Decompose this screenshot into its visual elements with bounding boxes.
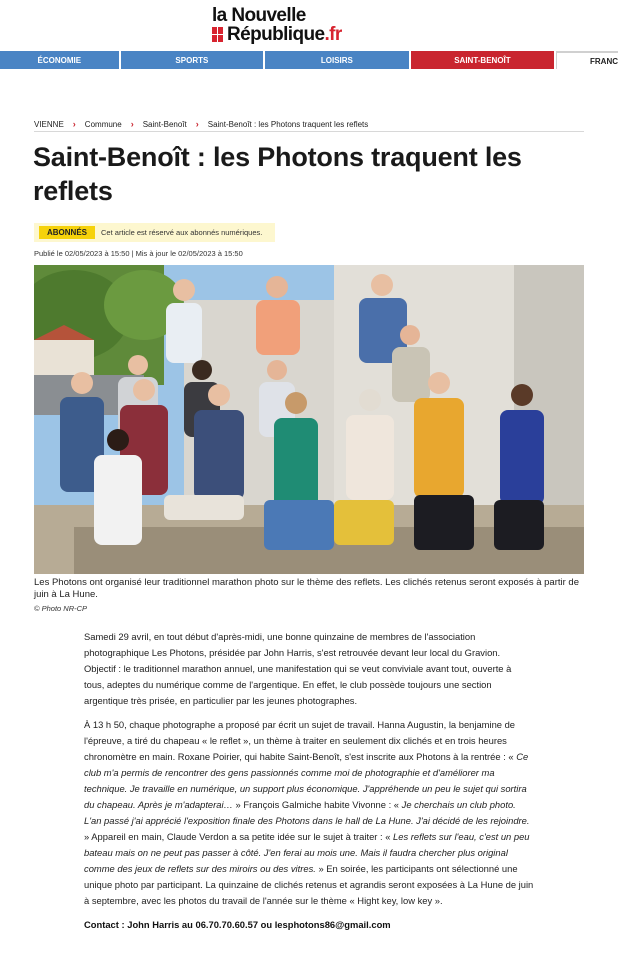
logo-line2 xyxy=(212,25,342,45)
photo-credit: © Photo NR-CP xyxy=(34,604,88,613)
nav-item-loisirs[interactable]: LOISIRS xyxy=(265,51,409,69)
paragraph-2-text-d: » En soirée, les participants ont sélectionné une unique photo par participant. La quinzaine de clichés retenus et agrandis seront exposées à La Hune de juin à septembre, avec les photos du travail de l'année sur le thème « Hight key, low key ». xyxy=(84,863,534,906)
chevron-right-icon: › xyxy=(130,119,134,129)
site-logo[interactable] xyxy=(212,6,352,46)
paragraph-2-text-b: » François Galmiche habite Vivonne : « xyxy=(235,799,400,810)
article-body xyxy=(84,629,534,941)
quote-francois: Je cherchais un club photo. L'an passé j'ai apprécié l'exposition finale des Photons dans le hall de La Hune. J'ai décidé de les rejoindre. xyxy=(84,799,530,826)
quote-roxane: Ce club m'a permis de rencontrer des gens passionnés comme moi de photographie et d'améliorer ma technique. Je travaille en numérique, un support plus économique. J'appréhende un peu le sujet qui sortira du chapeau. Après je m'adapterai… xyxy=(84,751,529,810)
article-title: Saint-Benoît : les Photons traquent les reflets xyxy=(33,142,522,206)
breadcrumb-item-commune[interactable]: Commune xyxy=(84,119,122,129)
chevron-right-icon: › xyxy=(195,119,199,129)
article-paragraph-1: Samedi 29 avril, en tout début d'après-midi, une bonne quinzaine de membres de l'association photographique Les Photons, présidée par John Harris, s'est retrouvée devant leur local du Gravion. Objectif : le traditionnel marathon annuel, une manifestation qui se veut conviviale avant tout, ouverte à tous, adeptes du numérique comme de l'argentique. En effet, le club possède toujours une section argentique très prisée, en particulier par les jeunes photographes. xyxy=(84,631,512,706)
publication-date: Publié le 02/05/2023 à 15:50 | Mis à jour le 02/05/2023 à 15:50 xyxy=(34,249,243,258)
breadcrumb-item-current: Saint-Benoît : les Photons traquent les reflets xyxy=(207,119,369,129)
logo-line1: la Nouvelle xyxy=(212,5,306,26)
logo-line2-text: République xyxy=(227,24,325,45)
group-photo-illustration xyxy=(34,265,584,574)
main-nav xyxy=(0,51,618,69)
photo-caption: Les Photons ont organisé leur traditionnel marathon photo sur le thème des reflets. Les clichés retenus seront exposés à partir de juin à La Hune. xyxy=(34,577,579,600)
contact-line[interactable]: Contact : John Harris au 06.70.70.60.57 ou lesphotons86@gmail.com xyxy=(84,919,391,930)
nav-item-saint-benoit[interactable]: SAINT-BENOÎT xyxy=(411,51,555,69)
nav-item-sports[interactable]: SPORTS xyxy=(121,51,264,69)
breadcrumb-divider xyxy=(34,131,584,132)
subscriber-badge: ABONNÉS xyxy=(39,226,95,239)
quote-claude: Les reflets sur l'eau, c'est un peu bateau mais on ne peut pas passer à côté. J'en ferai au mois une. Mais il faudra chercher plus original comme des jeux de reflets sur des miroirs ou des vitres. xyxy=(84,831,530,874)
nav-item-france[interactable]: FRANC xyxy=(556,51,618,69)
article-paragraph-2 xyxy=(84,717,534,909)
paragraph-2-text-a: À 13 h 50, chaque photographe a proposé par écrit un sujet de travail. Hanna Augustin, la benjamine de l'épreuve, a tiré du chapeau « le reflet », un thème à traiter en seulement dix clichés et en trois heures chronomètre en main. Roxane Poirier, qui habite Saint-Benoît, s'est inscrite aux Photons à la rentrée : « xyxy=(84,719,516,762)
subscriber-note: Cet article est réservé aux abonnés numériques. xyxy=(101,228,263,237)
site-header xyxy=(0,0,618,50)
chevron-right-icon: › xyxy=(72,119,76,129)
logo-tld: .fr xyxy=(324,24,342,45)
nav-item-economie[interactable]: ÉCONOMIE xyxy=(0,51,119,69)
subscriber-banner xyxy=(34,223,275,242)
breadcrumb-item-vienne[interactable]: VIENNE xyxy=(34,119,64,129)
breadcrumb xyxy=(34,119,368,129)
paragraph-2-text-c: » Appareil en main, Claude Verdon a sa petite idée sur le sujet à traiter : « xyxy=(84,831,391,842)
breadcrumb-item-saint-benoit[interactable]: Saint-Benoît xyxy=(142,119,187,129)
article-photo[interactable] xyxy=(34,265,584,574)
